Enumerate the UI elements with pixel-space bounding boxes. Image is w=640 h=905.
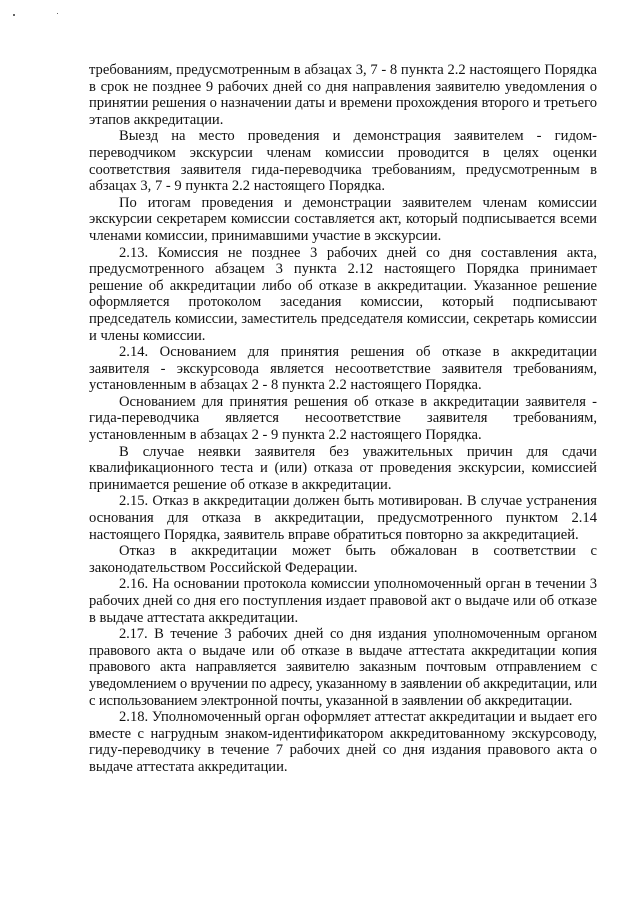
paragraph-2-18: 2.18. Уполномоченный орган оформляет аттестат аккредитации и выдает его вместе с нагрудным знаком-идентификатором аккредитованному экскурсоводу, гиду-переводчику в течение 7 рабочих дней со дня издания правового акта о выдаче аттестата аккредитации. <box>89 709 597 775</box>
paragraph-2-17: 2.17. В течение 3 рабочих дней со дня издания уполномоченным органом правового акта о выдаче или об отказе в выдаче аттестата аккредитации копия правового акта направляется заявителю заказным почтовым отправлением с уведомлением о вручении по адресу, указанному в заявлении об аккредитации, или с использованием электронной почты, указанной в заявлении об аккредитации. <box>89 626 597 709</box>
document-page <box>89 62 597 776</box>
scan-speck <box>13 14 15 16</box>
paragraph-site-visit: Выезд на место проведения и демонстрация заявителем - гидом-переводчиком экскурсии членам комиссии проводится в целях оценки соответствия заявителя гида-переводчика требованиям, предусмотренным в абзацах 3, 7 - 9 пункта 2.2 настоящего Порядка. <box>89 128 597 195</box>
scan-speck <box>57 13 58 14</box>
paragraph-2-16: 2.16. На основании протокола комиссии уполномоченный орган в течении 3 рабочих дней со дня его поступления издает правовой акт о выдаче или об отказе в выдаче аттестата аккредитации. <box>89 576 597 626</box>
paragraph-appeal: Отказ в аккредитации может быть обжалован в соответствии с законодательством Российской Федерации. <box>89 543 597 576</box>
paragraph-2-13: 2.13. Комиссия не позднее 3 рабочих дней со дня составления акта, предусмотренного абзацем 3 пункта 2.12 настоящего Порядка принимает решение об аккредитации либо об отказе в аккредитации. Указанное решение оформляется протоколом заседания комиссии, который подписывают председатель комиссии, заместитель председателя комиссии, секретарь комиссии и члены комиссии. <box>89 244 597 344</box>
paragraph-continuation: требованиям, предусмотренным в абзацах 3, 7 - 8 пункта 2.2 настоящего Порядка в срок не позднее 9 рабочих дней со дня направления заявителю уведомления о принятии решения о назначении даты и времени прохождения второго и третьего этапов аккредитации. <box>89 62 597 128</box>
paragraph-2-14: 2.14. Основанием для принятия решения об отказе в аккредитации заявителя - экскурсовода является несоответствие заявителя требованиям, установленным в абзацах 2 - 8 пункта 2.2 настоящего Порядка. <box>89 344 597 394</box>
paragraph-no-show: В случае неявки заявителя без уважительных причин для сдачи квалификационного теста и (или) отказа от проведения экскурсии, комиссией принимается решение об отказе в аккредитации. <box>89 443 597 493</box>
paragraph-2-15: 2.15. Отказ в аккредитации должен быть мотивирован. В случае устранения основания для отказа в аккредитации, предусмотренного пунктом 2.14 настоящего Порядка, заявитель вправе обратиться повторно за аккредитацией. <box>89 493 597 543</box>
paragraph-act: По итогам проведения и демонстрации заявителем членам комиссии экскурсии секретарем комиссии составляется акт, который подписывается всеми членами комиссии, принимавшими участие в экскурсии. <box>89 194 597 244</box>
paragraph-refusal-guide: Основанием для принятия решения об отказе в аккредитации заявителя - гида-переводчика является несоответствие заявителя требованиям, установленным в абзацах 2 - 9 пункта 2.2 настоящего Порядка. <box>89 393 597 444</box>
